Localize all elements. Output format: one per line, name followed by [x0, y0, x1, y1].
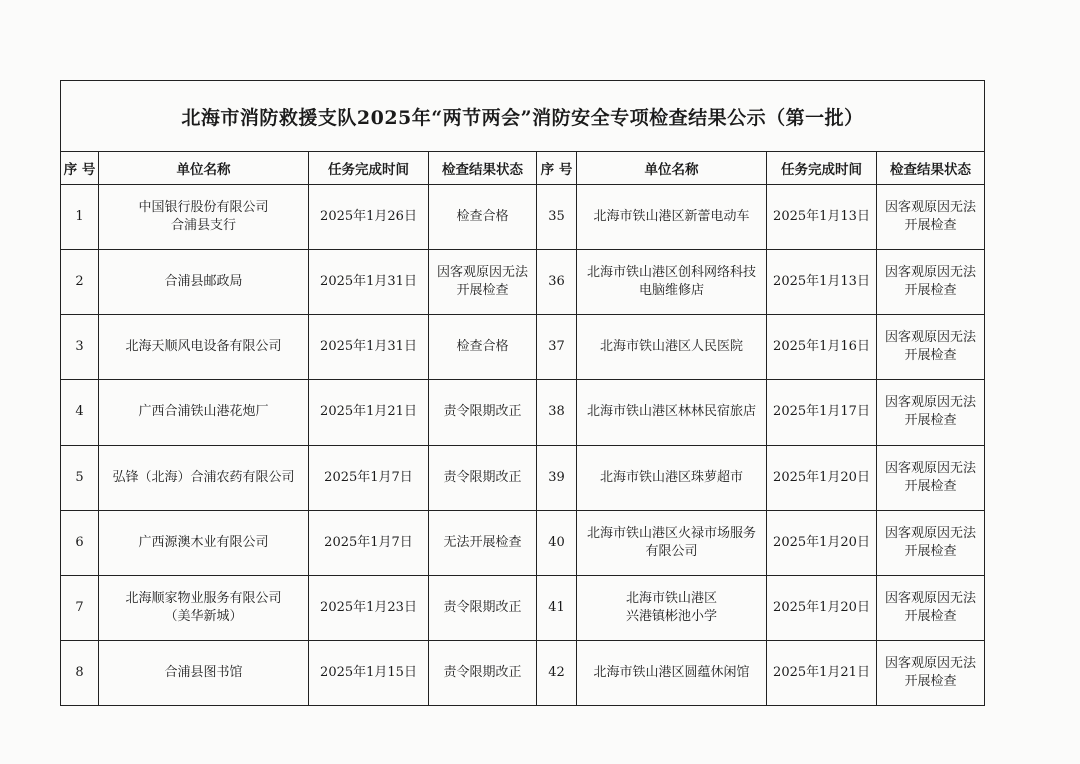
right-seq-cell: 42: [537, 640, 577, 705]
left-time-cell: 2025年1月31日: [309, 315, 429, 380]
left-seq-cell: 6: [61, 510, 99, 575]
left-status-cell: 责令限期改正: [429, 445, 537, 510]
right-status-cell: 因客观原因无法 开展检查: [877, 315, 985, 380]
left-time-cell: 2025年1月26日: [309, 185, 429, 250]
left-seq-cell: 8: [61, 640, 99, 705]
right-seq-cell: 35: [537, 185, 577, 250]
table-row: [61, 315, 985, 380]
table-row: [61, 250, 985, 315]
header-status-left: 检查结果状态: [429, 152, 537, 185]
header-seq-right: 序 号: [537, 152, 577, 185]
table-row: [61, 510, 985, 575]
right-name-cell: 北海市铁山港区林林民宿旅店: [577, 380, 767, 445]
right-name-cell: 北海市铁山港区圆蕴休闲馆: [577, 640, 767, 705]
left-time-cell: 2025年1月23日: [309, 575, 429, 640]
right-name-cell: 北海市铁山港区 兴港镇彬池小学: [577, 575, 767, 640]
table-row: [61, 380, 985, 445]
right-seq-cell: 38: [537, 380, 577, 445]
left-time-cell: 2025年1月31日: [309, 250, 429, 315]
left-status-cell: 检查合格: [429, 315, 537, 380]
left-seq-cell: 1: [61, 185, 99, 250]
inspection-results-table: [60, 80, 985, 706]
header-time-left: 任务完成时间: [309, 152, 429, 185]
left-time-cell: 2025年1月7日: [309, 510, 429, 575]
right-seq-cell: 36: [537, 250, 577, 315]
left-name-cell: 合浦县图书馆: [99, 640, 309, 705]
right-time-cell: 2025年1月17日: [767, 380, 877, 445]
right-seq-cell: 41: [537, 575, 577, 640]
table-row: [61, 185, 985, 250]
header-seq-left: 序 号: [61, 152, 99, 185]
left-seq-cell: 4: [61, 380, 99, 445]
right-name-cell: 北海市铁山港区火禄市场服务 有限公司: [577, 510, 767, 575]
left-time-cell: 2025年1月7日: [309, 445, 429, 510]
left-seq-cell: 5: [61, 445, 99, 510]
right-seq-cell: 40: [537, 510, 577, 575]
right-seq-cell: 37: [537, 315, 577, 380]
left-seq-cell: 7: [61, 575, 99, 640]
right-time-cell: 2025年1月20日: [767, 445, 877, 510]
right-status-cell: 因客观原因无法 开展检查: [877, 445, 985, 510]
right-time-cell: 2025年1月21日: [767, 640, 877, 705]
left-status-cell: 因客观原因无法 开展检查: [429, 250, 537, 315]
left-name-cell: 北海顺家物业服务有限公司 （美华新城）: [99, 575, 309, 640]
right-name-cell: 北海市铁山港区人民医院: [577, 315, 767, 380]
left-status-cell: 责令限期改正: [429, 380, 537, 445]
right-name-cell: 北海市铁山港区新蕾电动车: [577, 185, 767, 250]
left-name-cell: 广西合浦铁山港花炮厂: [99, 380, 309, 445]
left-name-cell: 北海天顺风电设备有限公司: [99, 315, 309, 380]
right-status-cell: 因客观原因无法 开展检查: [877, 380, 985, 445]
right-status-cell: 因客观原因无法 开展检查: [877, 640, 985, 705]
table-row: [61, 640, 985, 705]
right-time-cell: 2025年1月13日: [767, 250, 877, 315]
document-title: 北海市消防救援支队2025年“两节两会”消防安全专项检查结果公示（第一批）: [61, 81, 985, 152]
table-row: [61, 575, 985, 640]
right-name-cell: 北海市铁山港区创科网络科技 电脑维修店: [577, 250, 767, 315]
right-seq-cell: 39: [537, 445, 577, 510]
left-seq-cell: 2: [61, 250, 99, 315]
header-name-right: 单位名称: [577, 152, 767, 185]
left-name-cell: 中国银行股份有限公司 合浦县支行: [99, 185, 309, 250]
left-time-cell: 2025年1月21日: [309, 380, 429, 445]
header-time-right: 任务完成时间: [767, 152, 877, 185]
left-status-cell: 无法开展检查: [429, 510, 537, 575]
right-status-cell: 因客观原因无法 开展检查: [877, 250, 985, 315]
left-time-cell: 2025年1月15日: [309, 640, 429, 705]
right-time-cell: 2025年1月20日: [767, 510, 877, 575]
left-name-cell: 广西源澳木业有限公司: [99, 510, 309, 575]
header-status-right: 检查结果状态: [877, 152, 985, 185]
left-seq-cell: 3: [61, 315, 99, 380]
left-name-cell: 合浦县邮政局: [99, 250, 309, 315]
right-status-cell: 因客观原因无法 开展检查: [877, 185, 985, 250]
right-name-cell: 北海市铁山港区珠萝超市: [577, 445, 767, 510]
right-time-cell: 2025年1月20日: [767, 575, 877, 640]
left-name-cell: 弘锋（北海）合浦农药有限公司: [99, 445, 309, 510]
left-status-cell: 责令限期改正: [429, 640, 537, 705]
header-name-left: 单位名称: [99, 152, 309, 185]
table-row: [61, 445, 985, 510]
right-time-cell: 2025年1月13日: [767, 185, 877, 250]
right-status-cell: 因客观原因无法 开展检查: [877, 510, 985, 575]
left-status-cell: 责令限期改正: [429, 575, 537, 640]
left-status-cell: 检查合格: [429, 185, 537, 250]
right-time-cell: 2025年1月16日: [767, 315, 877, 380]
right-status-cell: 因客观原因无法 开展检查: [877, 575, 985, 640]
